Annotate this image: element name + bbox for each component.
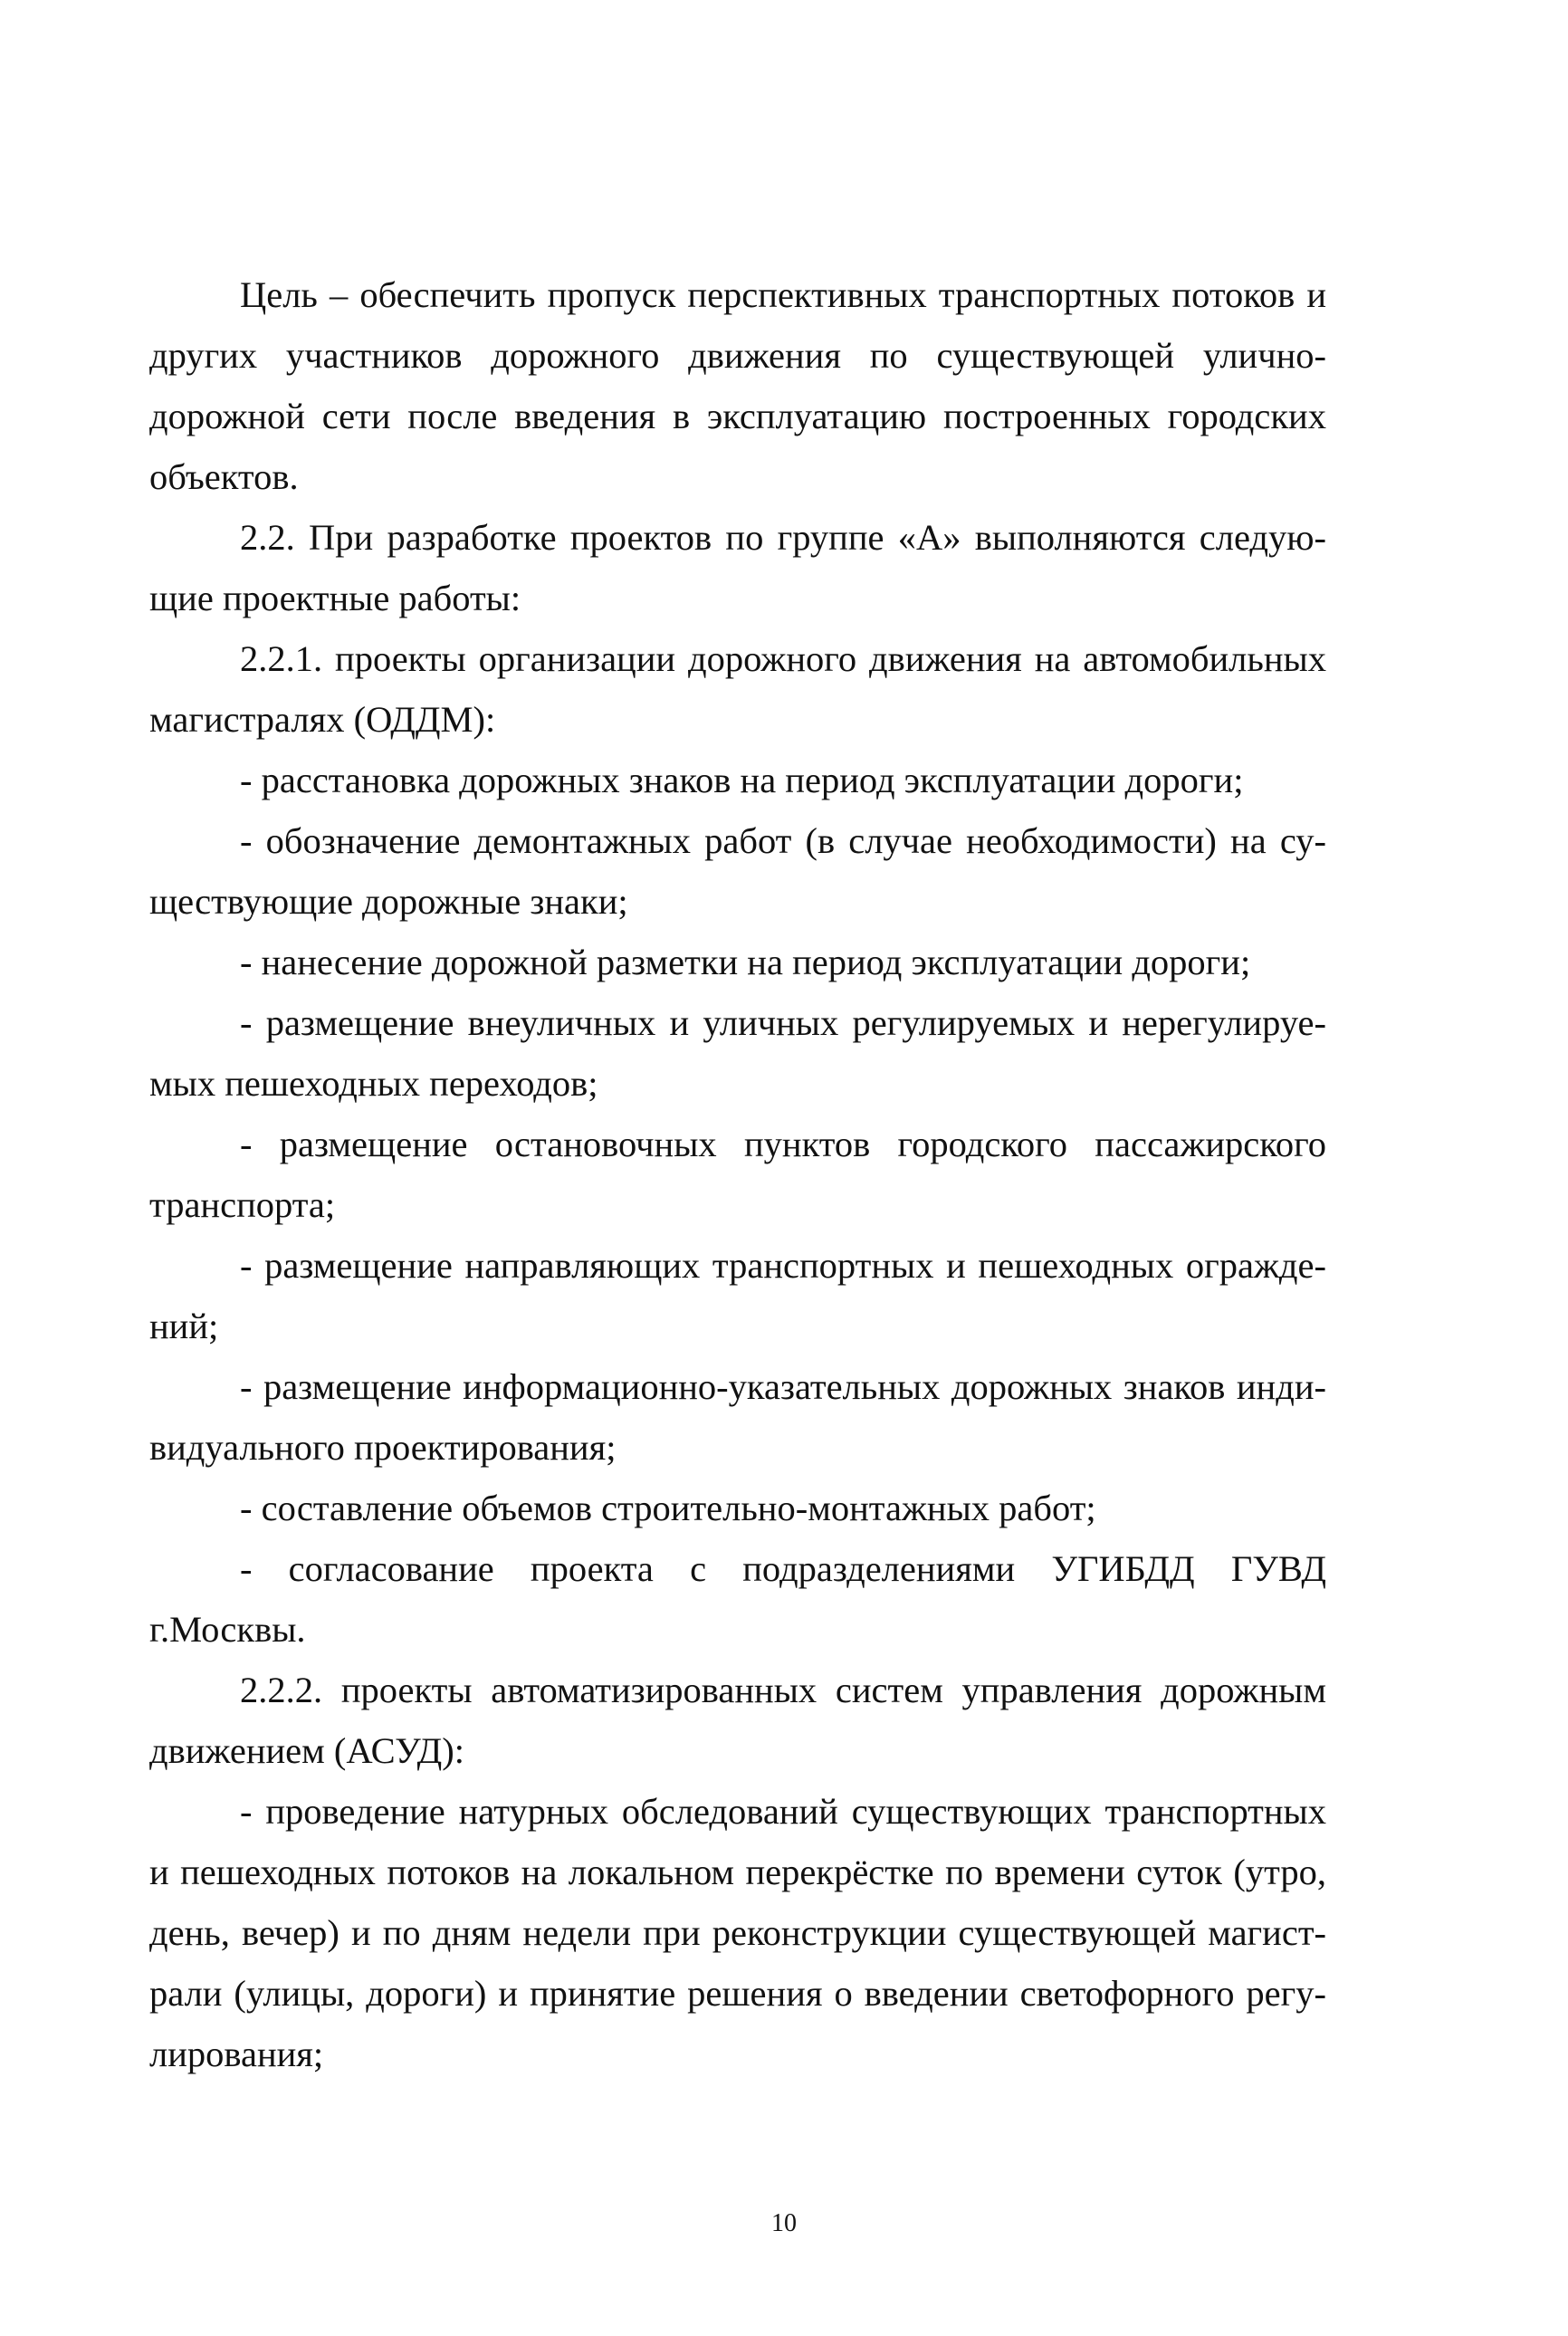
body-text [149,264,1326,2084]
list-item: - размещение внеуличных и уличных регулируемых и нерегулируе-мых пешеходных переходов; [149,1002,1326,1104]
list-item: - нанесение дорожной разметки на период эксплуатации дороги; [240,942,1251,982]
list-item: - размещение информационно-указательных дорожных знаков инди-видуального проектирования; [149,1366,1326,1468]
list-item: - расстановка дорожных знаков на период эксплуатации дороги; [240,760,1244,800]
list-item: - составление объемов строительно-монтажных работ; [240,1488,1096,1528]
list-item: - согласование проекта с подразделениями УГИБДД ГУВД г.Москвы. [149,1548,1326,1650]
list-item: - обозначение демонтажных работ (в случае необходимости) на су-ществующие дорожные знаки; [149,820,1326,922]
paragraph-2-2-1: 2.2.1. проекты организации дорожного движения на автомобильных магистралях (ОДДМ): [149,638,1326,740]
page-number: 10 [771,2209,797,2237]
list-item: - размещение направляющих транспортных и пешеходных огражде-ний; [149,1245,1326,1346]
paragraph-2-2-2: 2.2.2. проекты автоматизированных систем управления дорожным движением (АСУД): [149,1670,1326,1771]
list-item: - проведение натурных обследований существующих транспортных и пешеходных потоков на локальном перекрёстке по времени суток (утро, день, вечер) и по дням недели при реконструкции существующей магист-рали (улицы, дороги) и принятие решения о введении светофорного регу-лирования; [149,1791,1326,2074]
list-item: - размещение остановочных пунктов городского пассажирского транспорта; [149,1124,1326,1225]
paragraph-goal: Цель – обеспечить пропуск перспективных транспортных потоков и других участников дорожного движения по существующей улично-дорожной сети после введения в эксплуатацию построенных городских объектов. [149,274,1326,497]
paragraph-2-2: 2.2. При разработке проектов по группе «А» выполняются следую-щие проектные работы: [149,517,1326,618]
